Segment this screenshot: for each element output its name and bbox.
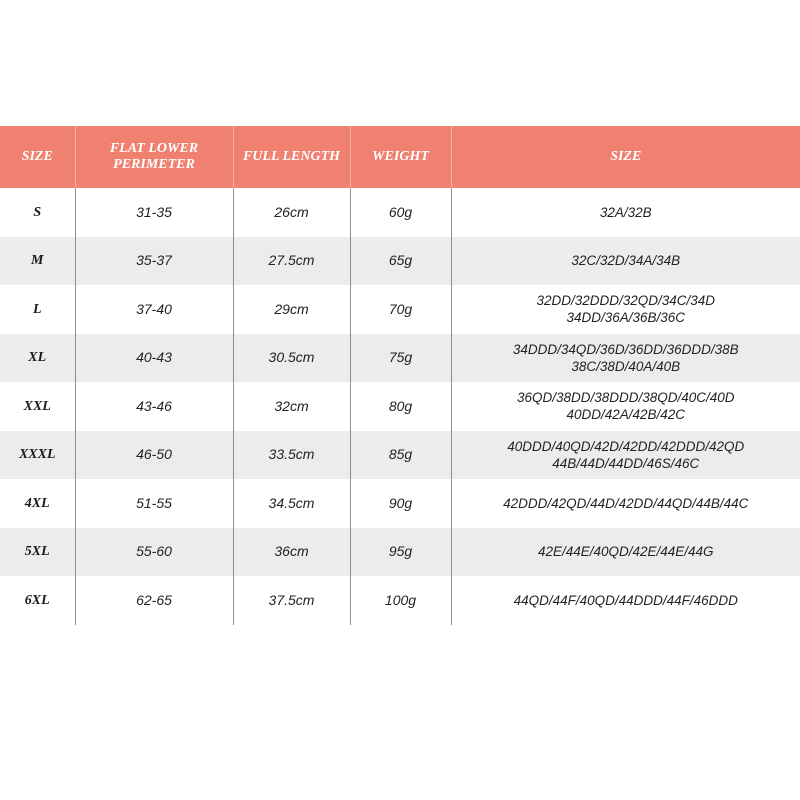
- perimeter-cell: 37-40: [75, 285, 233, 334]
- bra-size-cell: [451, 382, 800, 431]
- size-cell: M: [0, 237, 75, 286]
- bra-size-cell: [451, 479, 800, 528]
- perimeter-cell: 43-46: [75, 382, 233, 431]
- bra-size-line: 40DD/42A/42B/42C: [566, 407, 686, 423]
- bra-size-cell: [451, 528, 800, 577]
- bra-size-line: 36QD/38DD/38DDD/38QD/40C/40D: [516, 390, 735, 406]
- table-row: [0, 237, 800, 286]
- size-cell: XXXL: [0, 431, 75, 480]
- bra-size-line: 44QD/44F/40QD/44DDD/44F/46DDD: [513, 592, 738, 608]
- size-cell: L: [0, 285, 75, 334]
- perimeter-cell: 35-37: [75, 237, 233, 286]
- weight-cell: 95g: [350, 528, 451, 577]
- header-flat-lower-perimeter: FLAT LOWER PERIMETER: [75, 126, 233, 188]
- table-header: [0, 126, 800, 188]
- length-cell: 33.5cm: [233, 431, 350, 480]
- bra-size-cell: [451, 431, 800, 480]
- perimeter-cell: 46-50: [75, 431, 233, 480]
- length-cell: 26cm: [233, 188, 350, 237]
- bra-size-line: 40DDD/40QD/42D/42DD/42DDD/42QD: [507, 438, 745, 454]
- bra-size-cell: [451, 188, 800, 237]
- weight-cell: 60g: [350, 188, 451, 237]
- header-weight: WEIGHT: [350, 126, 451, 188]
- bra-size-line: 32DD/32DDD/32QD/34C/34D: [536, 293, 716, 309]
- perimeter-cell: 40-43: [75, 334, 233, 383]
- header-size: SIZE: [0, 126, 75, 188]
- bra-size-line: 42DDD/42QD/44D/42DD/44QD/44B/44C: [503, 495, 749, 511]
- length-cell: 37.5cm: [233, 576, 350, 625]
- weight-cell: 80g: [350, 382, 451, 431]
- size-cell: S: [0, 188, 75, 237]
- table-row: [0, 528, 800, 577]
- size-cell: 6XL: [0, 576, 75, 625]
- perimeter-cell: 31-35: [75, 188, 233, 237]
- weight-cell: 100g: [350, 576, 451, 625]
- bra-size-cell: [451, 285, 800, 334]
- size-cell: XL: [0, 334, 75, 383]
- length-cell: 32cm: [233, 382, 350, 431]
- length-cell: 27.5cm: [233, 237, 350, 286]
- length-cell: 29cm: [233, 285, 350, 334]
- length-cell: 36cm: [233, 528, 350, 577]
- table-row: [0, 382, 800, 431]
- size-cell: 4XL: [0, 479, 75, 528]
- length-cell: 34.5cm: [233, 479, 350, 528]
- weight-cell: 90g: [350, 479, 451, 528]
- bra-size-line: 32A/32B: [599, 204, 652, 220]
- bra-size-line: 34DDD/34QD/36D/36DD/36DDD/38B: [512, 341, 739, 357]
- perimeter-cell: 55-60: [75, 528, 233, 577]
- bra-size-cell: [451, 334, 800, 383]
- table-row: [0, 479, 800, 528]
- bra-size-line: 32C/32D/34A/34B: [571, 253, 681, 269]
- table-row: [0, 285, 800, 334]
- table-row: [0, 431, 800, 480]
- table-row: [0, 334, 800, 383]
- header-full-length: FULL LENGTH: [233, 126, 350, 188]
- table-row: [0, 576, 800, 625]
- bra-size-line: 38C/38D/40A/40B: [571, 358, 681, 374]
- weight-cell: 85g: [350, 431, 451, 480]
- bra-size-line: 34DD/36A/36B/36C: [566, 310, 686, 326]
- bra-size-cell: [451, 576, 800, 625]
- weight-cell: 75g: [350, 334, 451, 383]
- size-chart-table: [0, 126, 800, 625]
- length-cell: 30.5cm: [233, 334, 350, 383]
- bra-size-line: 42E/44E/40QD/42E/44E/44G: [537, 544, 714, 560]
- table-body: [0, 188, 800, 625]
- bra-size-line: 44B/44D/44DD/46S/46C: [552, 455, 700, 471]
- size-cell: XXL: [0, 382, 75, 431]
- weight-cell: 70g: [350, 285, 451, 334]
- perimeter-cell: 62-65: [75, 576, 233, 625]
- size-cell: 5XL: [0, 528, 75, 577]
- perimeter-cell: 51-55: [75, 479, 233, 528]
- table-row: [0, 188, 800, 237]
- weight-cell: 65g: [350, 237, 451, 286]
- header-bra-size: SIZE: [610, 149, 642, 164]
- bra-size-cell: [451, 237, 800, 286]
- header-row: [0, 126, 800, 188]
